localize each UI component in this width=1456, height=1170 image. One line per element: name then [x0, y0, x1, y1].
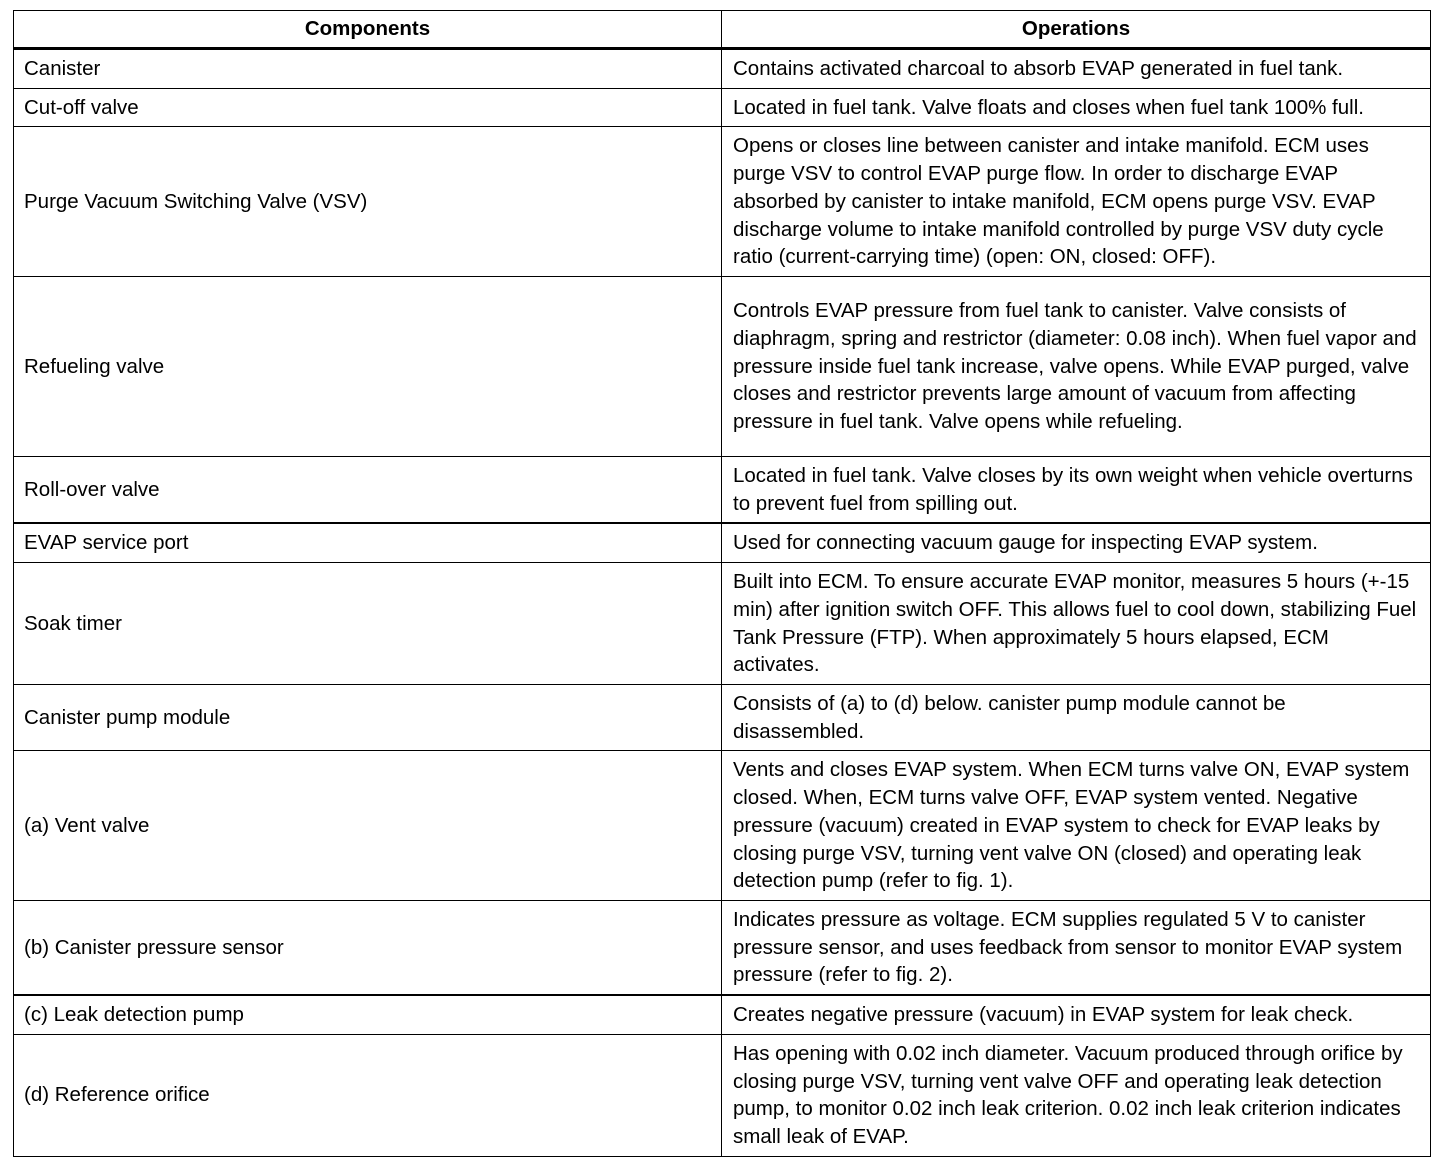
component-cell: Purge Vacuum Switching Valve (VSV)	[14, 127, 722, 277]
operation-cell: Consists of (a) to (d) below. canister pump module cannot be disassembled.	[722, 685, 1431, 751]
table-header-row	[14, 11, 1431, 49]
component-cell: (b) Canister pressure sensor	[14, 900, 722, 995]
table-row	[14, 1034, 1431, 1156]
table-row	[14, 49, 1431, 89]
operation-cell: Has opening with 0.02 inch diameter. Vacuum produced through orifice by closing purge VSV, turning vent valve OFF and operating leak detection pump, to monitor 0.02 inch leak criterion. 0.02 inch leak criterion indicates small leak of EVAP.	[722, 1034, 1431, 1156]
table-row	[14, 563, 1431, 685]
component-cell: Roll-over valve	[14, 456, 722, 523]
column-header-components: Components	[14, 11, 722, 49]
component-cell: Cut-off valve	[14, 88, 722, 127]
table-row	[14, 127, 1431, 277]
column-header-operations: Operations	[722, 11, 1431, 49]
operation-cell: Contains activated charcoal to absorb EVAP generated in fuel tank.	[722, 49, 1431, 89]
component-cell: Canister	[14, 49, 722, 89]
operation-cell: Located in fuel tank. Valve floats and closes when fuel tank 100% full.	[722, 88, 1431, 127]
operation-cell: Indicates pressure as voltage. ECM supplies regulated 5 V to canister pressure sensor, and uses feedback from sensor to monitor EVAP system pressure (refer to fig. 2).	[722, 900, 1431, 995]
table-row	[14, 995, 1431, 1034]
table-row	[14, 900, 1431, 995]
operation-cell: Controls EVAP pressure from fuel tank to canister. Valve consists of diaphragm, spring and restrictor (diameter: 0.08 inch). When fuel vapor and pressure inside fuel tank increase, valve opens. While EVAP purged, valve closes and restrictor prevents large amount of vacuum from affecting pressure in fuel tank. Valve opens while refueling.	[722, 276, 1431, 456]
component-cell: Canister pump module	[14, 685, 722, 751]
component-cell: (d) Reference orifice	[14, 1034, 722, 1156]
component-cell: Refueling valve	[14, 276, 722, 456]
table-row	[14, 456, 1431, 523]
operation-cell: Built into ECM. To ensure accurate EVAP monitor, measures 5 hours (+-15 min) after ignition switch OFF. This allows fuel to cool down, stabilizing Fuel Tank Pressure (FTP). When approximately 5 hours elapsed, ECM activates.	[722, 563, 1431, 685]
component-cell: EVAP service port	[14, 523, 722, 562]
table-row	[14, 751, 1431, 901]
operation-cell: Creates negative pressure (vacuum) in EVAP system for leak check.	[722, 995, 1431, 1034]
table-row	[14, 523, 1431, 562]
table-row	[14, 276, 1431, 456]
operation-cell: Opens or closes line between canister and intake manifold. ECM uses purge VSV to control EVAP purge flow. In order to discharge EVAP absorbed by canister to intake manifold, ECM opens purge VSV. EVAP discharge volume to intake manifold controlled by purge VSV duty cycle ratio (current-carrying time) (open: ON, closed: OFF).	[722, 127, 1431, 277]
operation-cell: Located in fuel tank. Valve closes by its own weight when vehicle overturns to prevent fuel from spilling out.	[722, 456, 1431, 523]
table-row	[14, 88, 1431, 127]
table-row	[14, 685, 1431, 751]
component-cell: (c) Leak detection pump	[14, 995, 722, 1034]
component-cell: Soak timer	[14, 563, 722, 685]
evap-components-table	[13, 10, 1431, 1157]
operation-cell: Used for connecting vacuum gauge for inspecting EVAP system.	[722, 523, 1431, 562]
operation-cell: Vents and closes EVAP system. When ECM turns valve ON, EVAP system closed. When, ECM turns valve OFF, EVAP system vented. Negative pressure (vacuum) created in EVAP system to check for EVAP leaks by closing purge VSV, turning vent valve ON (closed) and operating leak detection pump (refer to fig. 1).	[722, 751, 1431, 901]
component-cell: (a) Vent valve	[14, 751, 722, 901]
